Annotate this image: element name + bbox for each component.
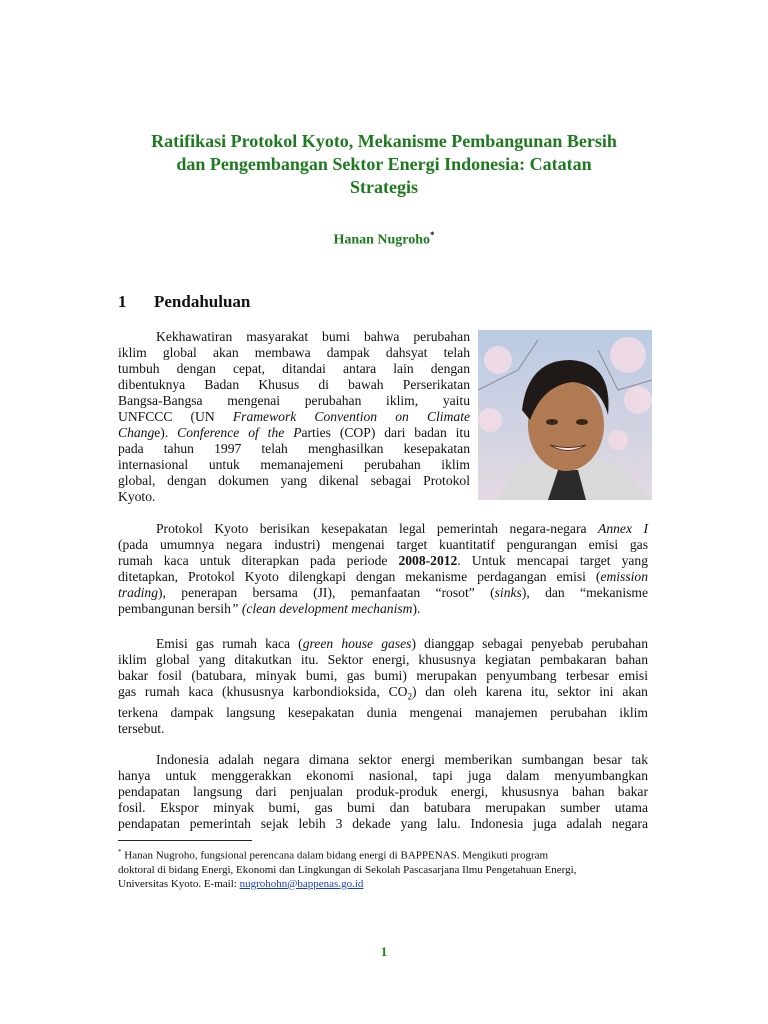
author-footnote-marker: * xyxy=(430,230,435,240)
footnote xyxy=(118,845,648,891)
document-title xyxy=(100,130,668,199)
text-line: Bangsa-Bangsa mengenai perubahan iklim, yaitu xyxy=(118,393,470,408)
text-line: iklim global yang ditakutkan itu. Sektor energi, khususnya kegiatan pembakaran bahan xyxy=(118,652,648,667)
text-line: global, dengan dokumen yang dikenal sebagai Protokol xyxy=(118,473,470,488)
footnote-separator xyxy=(118,840,252,841)
title-line: dan Pengembangan Sektor Energi Indonesia: Catatan xyxy=(176,154,592,174)
paragraph-1 xyxy=(118,329,470,505)
text-line: tumbuh dengan cepat, ditandai antara lain dengan xyxy=(118,361,470,376)
text-line: tersebut. xyxy=(118,720,165,736)
text-line: bakar fosil (batubara, minyak bumi, gas bumi) merupakan penyumbang terbesar emisi xyxy=(118,668,648,683)
text-line: Indonesia adalah negara dimana sektor energi memberikan sumbangan besar tak xyxy=(156,752,648,767)
text-line: Kyoto. xyxy=(118,489,156,504)
text-line: pada tahun 1997 telah menghasilkan kesepakatan xyxy=(118,441,470,456)
paragraph-4 xyxy=(118,752,648,832)
text-line: hanya untuk menggerakkan ekonomi nasional, tapi juga dalam menyumbangkan xyxy=(118,768,648,783)
author-line xyxy=(0,230,768,249)
footnote-line: * Hanan Nugroho, fungsional perencana dalam bidang energi di BAPPENAS. Mengikuti program xyxy=(118,848,549,862)
text-line: pendapatan pemerintah sejak lebih 3 dekade yang lalu. Indonesia juga adalah negara xyxy=(118,816,648,831)
section-number: 1 xyxy=(118,292,127,311)
text-line: internasional untuk memanajemeni perubahan iklim xyxy=(118,457,470,472)
text-line: Emisi gas rumah kaca (green house gases) dianggap sebagai penyebab perubahan xyxy=(156,636,648,651)
text-line: pembangunan bersih” (clean development mechanism). xyxy=(118,601,421,616)
text-line: trading), penerapan bersama (JI), pemanfaatan “rosot” (sinks), dan “mekanisme xyxy=(118,585,648,600)
title-line: Strategis xyxy=(350,177,418,197)
text-line: pendapatan langsung dari penjualan produk-produk energi, khususnya bahan bakar xyxy=(118,784,648,799)
text-line: Kekhawatiran masyarakat bumi bahwa perubahan xyxy=(156,329,470,344)
text-line: ditetapkan, Protokol Kyoto dilengkapi dengan mekanisme perdagangan emisi (emission xyxy=(118,569,648,584)
title-line: Ratifikasi Protokol Kyoto, Mekanisme Pembangunan Bersih xyxy=(151,131,617,151)
text-line: rumah kaca untuk diterapkan pada periode 2008-2012. Untuk mencapai target yang xyxy=(118,553,648,568)
paragraph-2 xyxy=(118,521,648,617)
text-line: Protokol Kyoto berisikan kesepakatan legal pemerintah negara-negara Annex I xyxy=(156,521,648,536)
footnote-line: doktoral di bidang Energi, Ekonomi dan Lingkungan di Sekolah Pascasarjana Ilmu Pengetahuan Energi, xyxy=(118,863,577,876)
page-number: 1 xyxy=(380,944,388,959)
text-line: fosil. Ekspor minyak bumi, gas bumi dan batubara merupakan sumber utama xyxy=(118,800,648,815)
section-heading xyxy=(118,292,250,312)
author-name: Hanan Nugroho xyxy=(333,232,431,248)
footnote-line: Universitas Kyoto. E-mail: nugrohohn@bappenas.go.id xyxy=(118,877,364,890)
author-photo xyxy=(478,330,652,500)
email-link[interactable]: nugrohohn@bappenas.go.id xyxy=(239,877,364,890)
paragraph-3 xyxy=(118,636,648,737)
section-title: Pendahuluan xyxy=(154,292,251,311)
text-line: Change). Conference of the Parties (COP) dari badan itu xyxy=(118,425,470,440)
text-line: gas rumah kaca (khususnya karbondioksida, $CO_2$) dan oleh karena itu, sektor ini akan xyxy=(118,684,648,702)
footnote-marker: * xyxy=(118,848,122,856)
text-line: iklim global akan membawa dampak dahsyat telah xyxy=(118,345,470,360)
text-line: dibentuknya Badan Khusus di bawah Perserikatan xyxy=(118,377,470,392)
text-line: terkena dampak langsung kesepakatan dunia mengenai manajemen perubahan iklim xyxy=(118,704,648,720)
text-line: (pada umumnya negara industri) mengenai target kuantitatif pengurangan emisi gas xyxy=(118,537,648,552)
text-line: UNFCCC (UN Framework Convention on Climate xyxy=(118,409,470,424)
